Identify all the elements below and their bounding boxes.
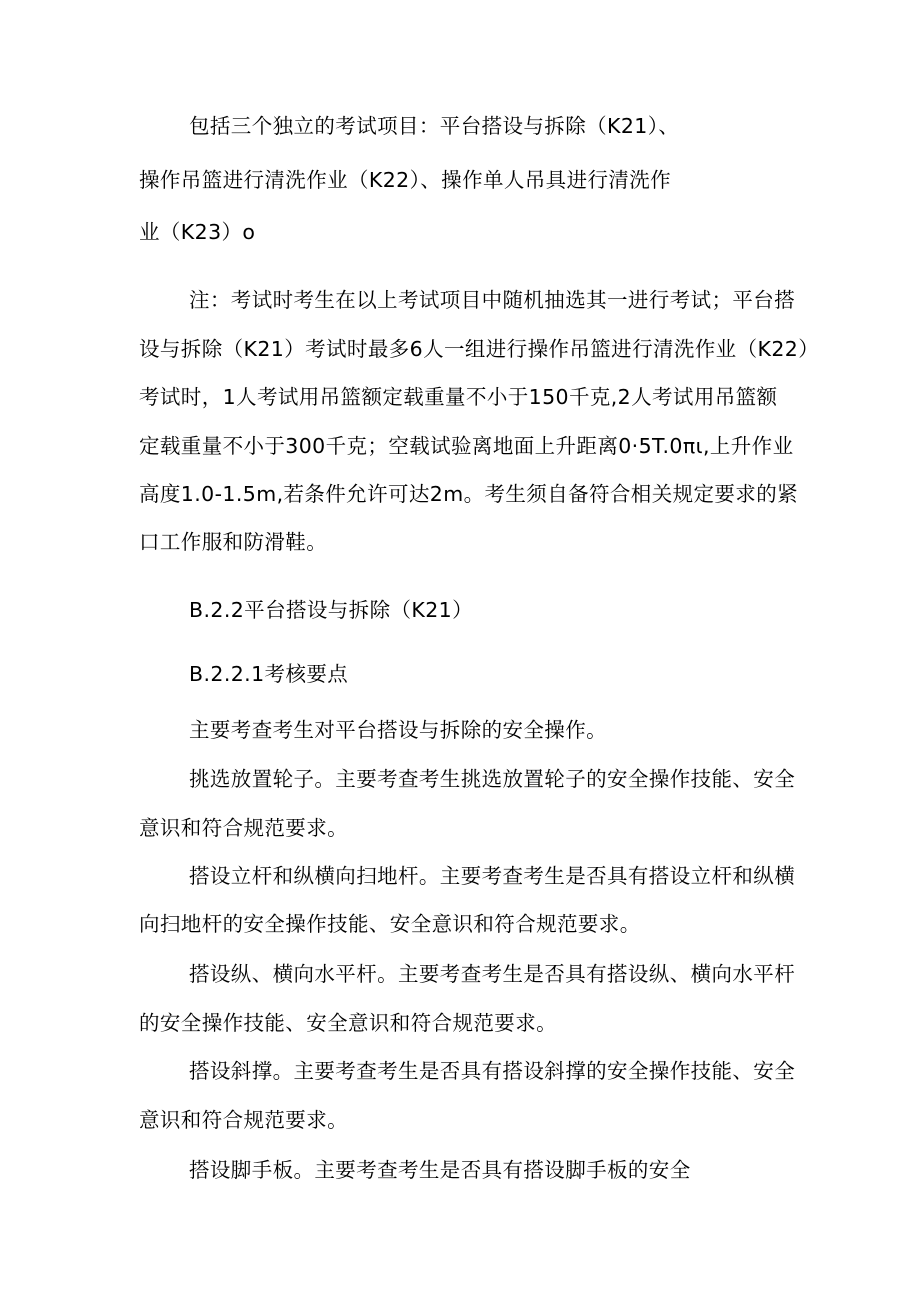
point-1: 主要考查考生对平台搭设与拆除的安全操作。 [189, 718, 607, 742]
note-line-3: 考试时，1人考试用吊篮额定载重量不小于150千克,2人考试用吊篮额 [139, 385, 778, 409]
note-line-2: 设与拆除（K21）考试时最多6人一组进行操作吊篮进行清洗作业（K22） [139, 337, 820, 361]
point-2-line-2: 意识和符合规范要求。 [139, 816, 348, 840]
point-5-line-1: 搭设斜撑。主要考查考生是否具有搭设斜撑的安全操作技能、安全 [189, 1059, 796, 1083]
point-4-line-1: 搭设纵、横向水平杆。主要考查考生是否具有搭设纵、横向水平杆 [189, 962, 796, 986]
intro-line-1: 包括三个独立的考试项目：平台搭设与拆除（K21）、 [189, 114, 680, 138]
point-3-line-1: 搭设立杆和纵横向扫地杆。主要考查考生是否具有搭设立杆和纵横 [189, 864, 796, 888]
point-4-line-2: 的安全操作技能、安全意识和符合规范要求。 [139, 1011, 557, 1035]
note-line-5: 高度1.0-1.5m,若条件允许可达2m。考生须自备符合相关规定要求的紧 [139, 482, 798, 506]
point-3-line-2: 向扫地杆的安全操作技能、安全意识和符合规范要求。 [139, 912, 641, 936]
section-heading: B.2.2平台搭设与拆除（K21） [189, 598, 474, 622]
subsection-heading: B.2.2.1考核要点 [189, 662, 349, 686]
point-6-line-1: 搭设脚手板。主要考查考生是否具有搭设脚手板的安全 [189, 1158, 691, 1182]
intro-line-2: 操作吊篮进行清洗作业（K22）、操作单人吊具进行清洗作 [139, 168, 672, 192]
intro-line-3: 业（K23）o [139, 220, 256, 244]
note-line-4: 定载重量不小于300千克；空载试验离地面上升距离0·5T.0πι,上升作业 [139, 434, 794, 458]
note-line-6: 口工作服和防滑鞋。 [139, 530, 328, 554]
note-line-1: 注：考试时考生在以上考试项目中随机抽选其一进行考试；平台搭 [189, 288, 796, 312]
point-2-line-1: 挑选放置轮子。主要考查考生挑选放置轮子的安全操作技能、安全 [189, 767, 796, 791]
point-5-line-2: 意识和符合规范要求。 [139, 1108, 348, 1132]
